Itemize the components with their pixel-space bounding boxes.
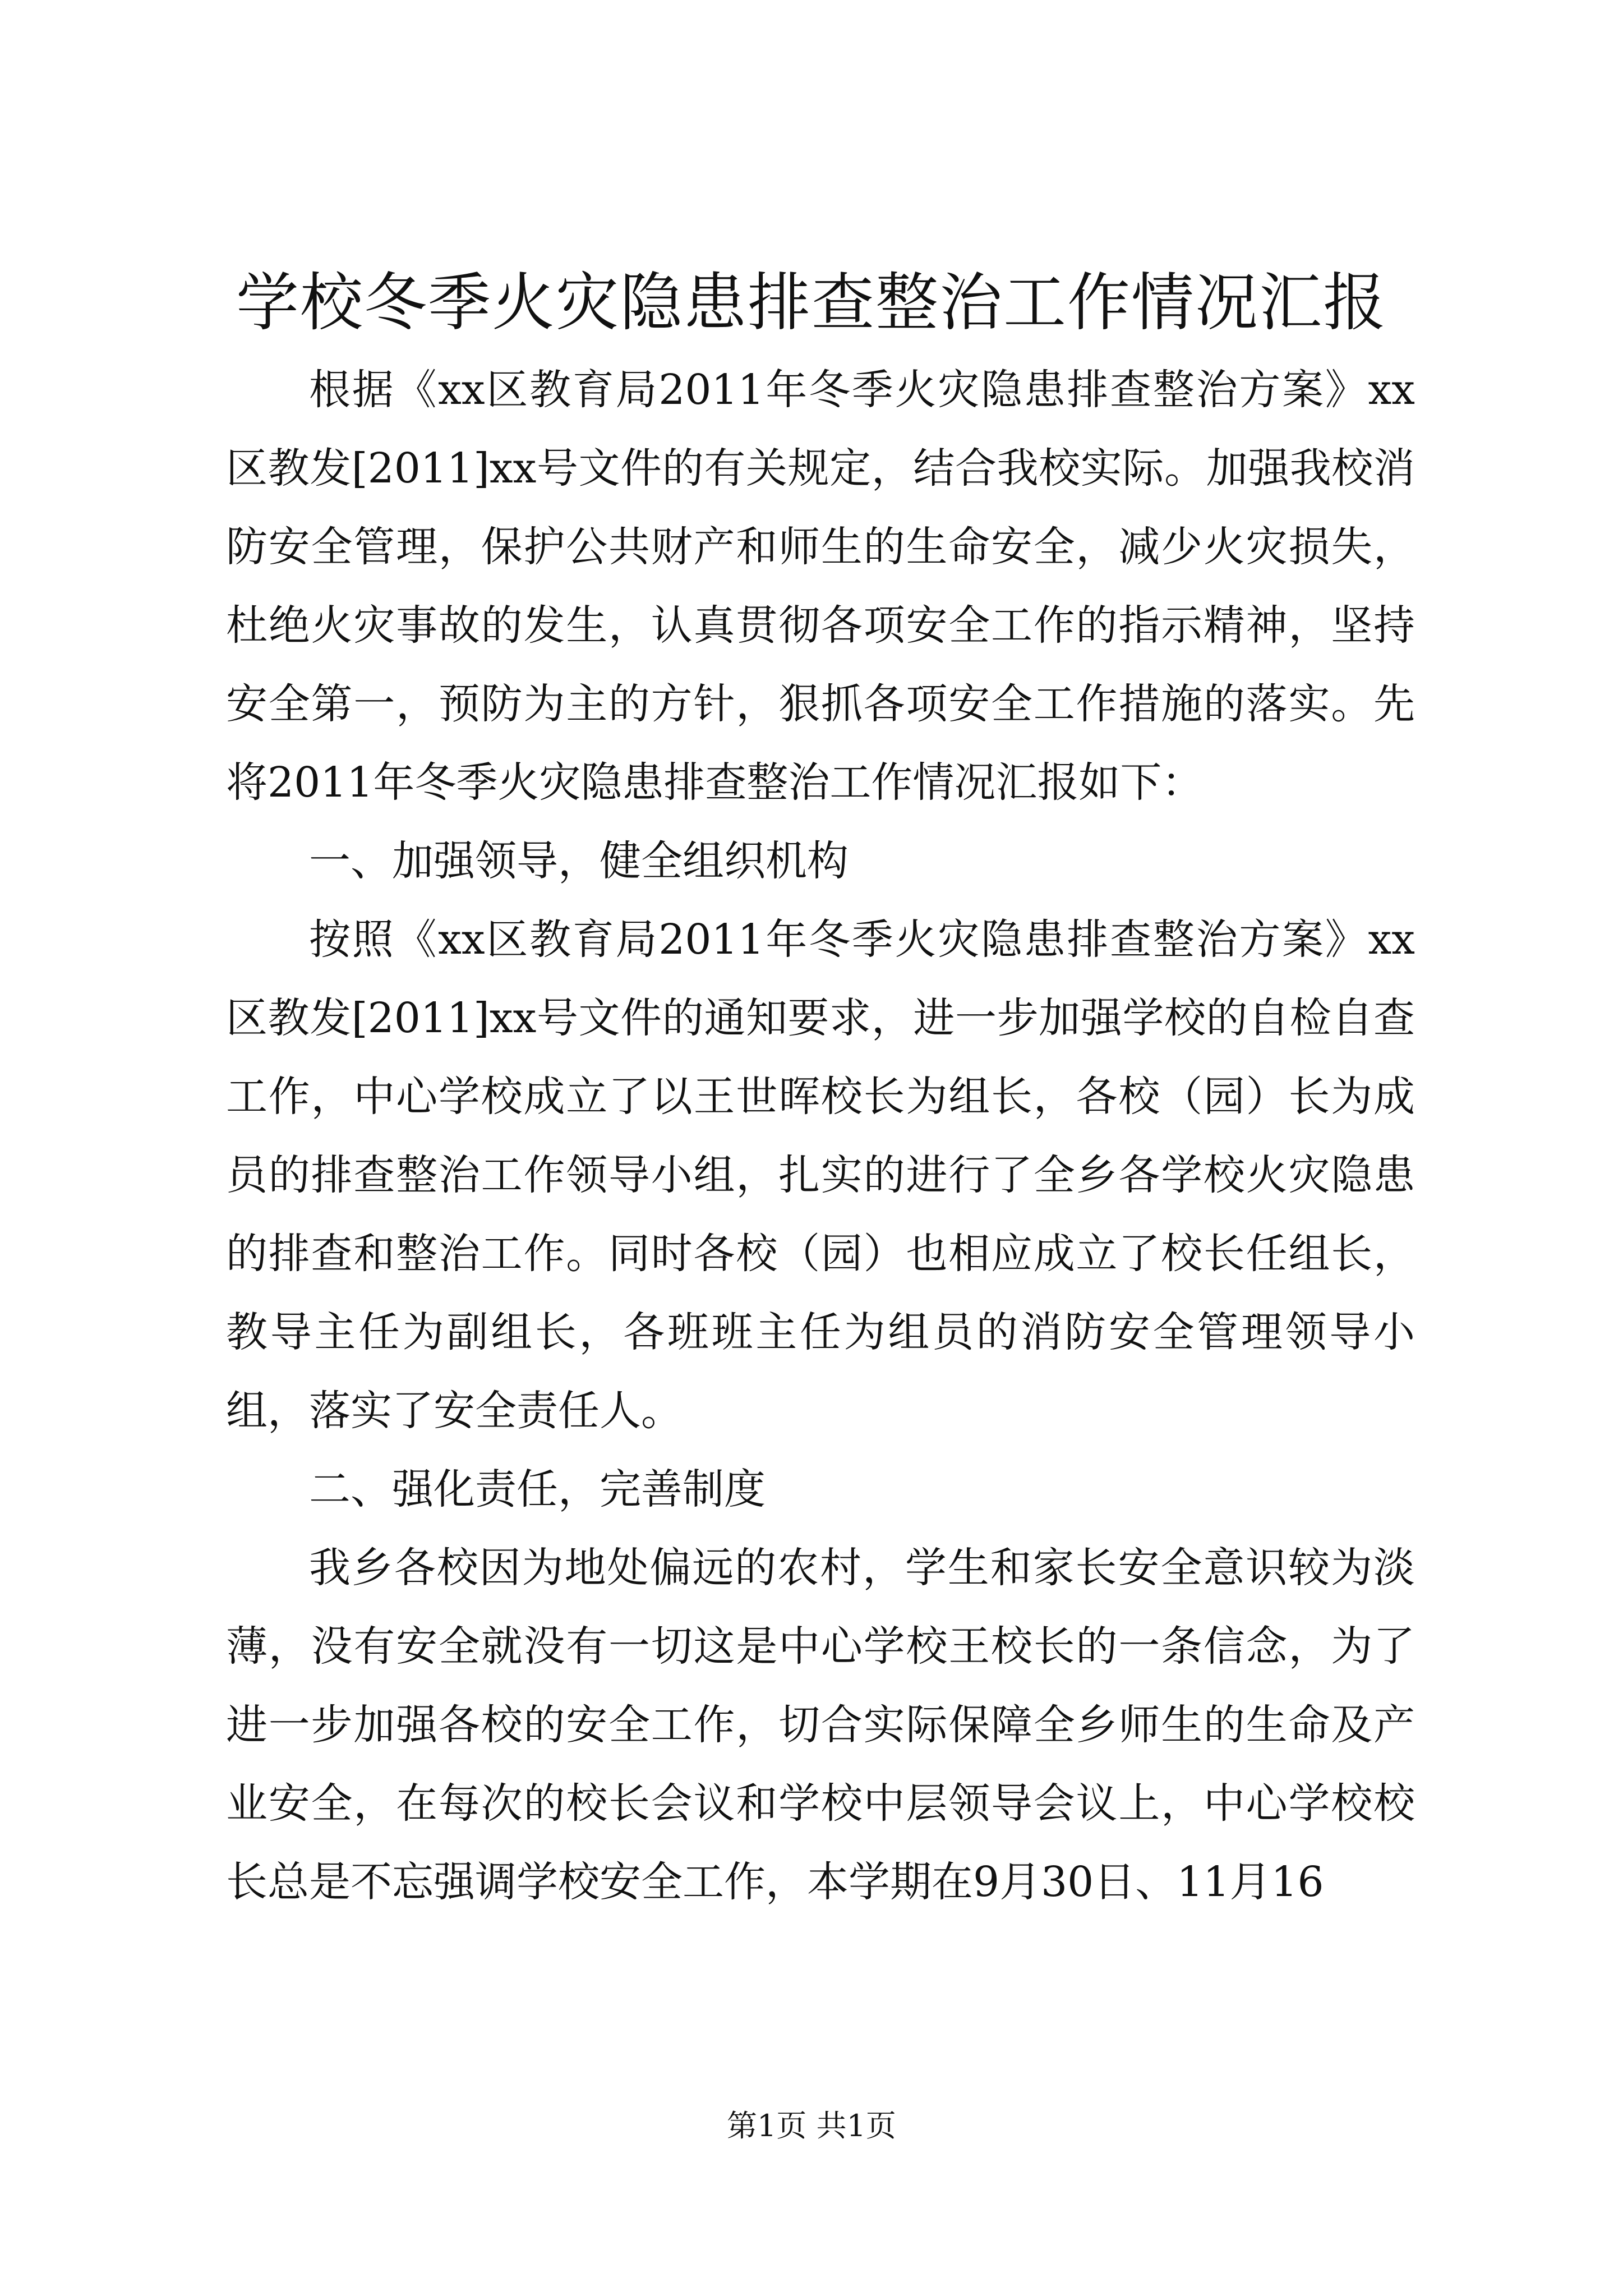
document-title: 学校冬季火灾隐患排查整治工作情况汇报	[236, 266, 1387, 339]
page-footer: 第1页 共1页	[727, 2108, 896, 2143]
paragraph-section-2: 我乡各校因为地处偏远的农村，学生和家长安全意识较为淡薄，没有安全就没有一切这是中心学校王校长的一条信念，为了进一步加强各校的安全工作，切合实际保障全乡师生的生命及产业安全，在每次的校长会议和学校中层领导会议上，中心学校校长总是不忘强调学校安全工作，本学期在9月30日、11月16	[226, 1544, 1415, 1906]
paragraph-section-1: 按照《xx区教育局2011年冬季火灾隐患排查整治方案》xx区教发[2011]xx号文件的通知要求，进一步加强学校的自检自查工作，中心学校成立了以王世晖校长为组长，各校（园）长为成员的排查整治工作领导小组，扎实的进行了全乡各学校火灾隐患的排查和整治工作。同时各校（园）也相应成立了校长任组长，教导主任为副组长，各班班主任为组员的消防安全管理领导小组，落实了安全责任人。	[226, 915, 1415, 1435]
document-body	[226, 351, 1415, 1921]
paragraph-intro: 根据《xx区教育局2011年冬季火灾隐患排查整治方案》xx区教发[2011]xx号文件的有关规定，结合我校实际。加强我校消防安全管理，保护公共财产和师生的生命安全，减少火灾损失，杜绝火灾事故的发生，认真贯彻各项安全工作的指示精神，坚持安全第一，预防为主的方针，狠抓各项安全工作措施的落实。先将2011年冬季火灾隐患排查整治工作情况汇报如下：	[226, 366, 1415, 807]
section-heading-1: 一、加强领导，健全组织机构	[309, 837, 849, 885]
section-heading-2: 二、强化责任，完善制度	[309, 1465, 766, 1513]
